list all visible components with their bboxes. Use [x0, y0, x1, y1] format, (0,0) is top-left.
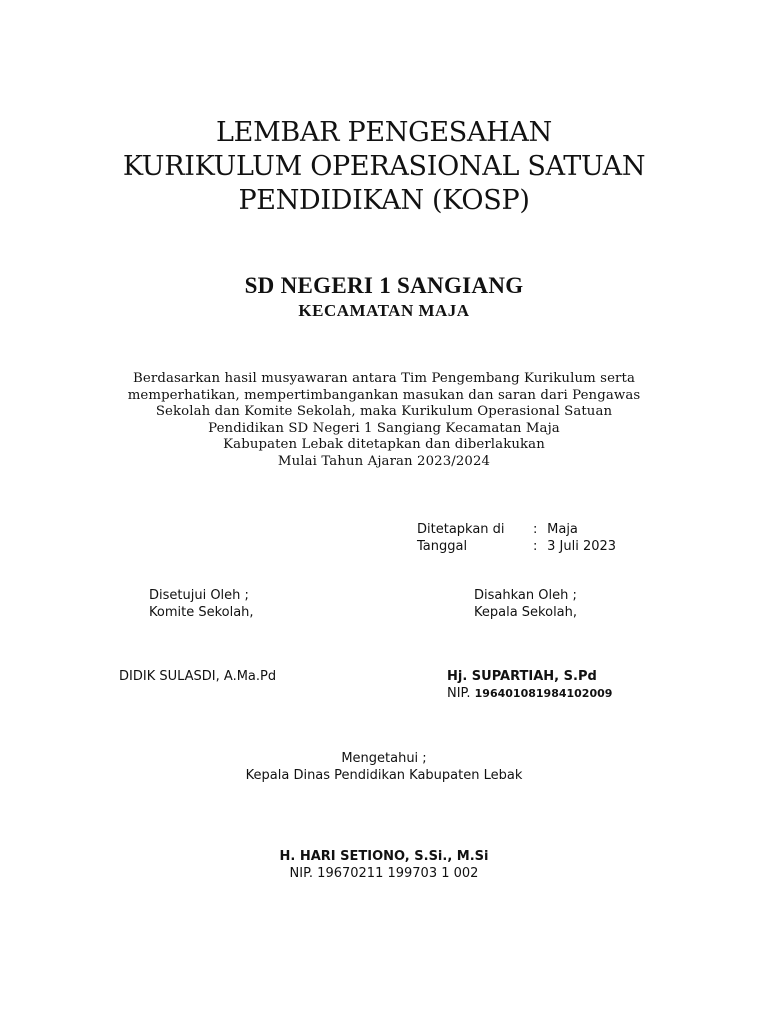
document-title	[0, 116, 768, 218]
determination-place-row	[417, 521, 578, 538]
place-value: Maja	[547, 522, 578, 537]
left-signatory-role: Komite Sekolah,	[149, 605, 254, 620]
statement-paragraph	[0, 371, 768, 470]
left-signatory-name: DIDIK SULASDI, A.Ma.Pd	[119, 669, 277, 684]
bottom-signatory-role: Kepala Dinas Pendidikan Kabupaten Lebak	[245, 768, 523, 783]
statement-line-5: Kabupaten Lebak ditetapkan dan diberlakukan	[223, 437, 545, 452]
right-signatory-name: Hj. SUPARTIAH, S.Pd	[447, 669, 597, 684]
school-name: SD NEGERI 1 SANGIANG	[244, 273, 524, 298]
date-label: Tanggal	[417, 539, 468, 554]
place-label: Ditetapkan di	[417, 522, 505, 537]
date-value: 3 Juli 2023	[547, 539, 617, 554]
place-separator: :	[533, 522, 538, 537]
right-signatory-heading: Disahkan Oleh ;	[474, 588, 577, 603]
nip-label: NIP.	[447, 686, 471, 701]
nip-value: 196401081984102009	[474, 687, 613, 700]
left-signatory-heading: Disetujui Oleh ;	[149, 588, 249, 603]
bottom-signatory-nip: NIP. 19670211 199703 1 002	[289, 866, 479, 881]
title-line-3: PENDIDIKAN (KOSP)	[238, 185, 530, 216]
right-signatory-nip	[447, 685, 612, 702]
date-separator: :	[533, 539, 538, 554]
statement-line-4: Pendidikan SD Negeri 1 Sangiang Kecamatan Maja	[208, 420, 560, 436]
bottom-signatory-heading: Mengetahui ;	[341, 751, 427, 766]
bottom-signatory-name: H. HARI SETIONO, S.Si., M.Si	[279, 849, 489, 864]
statement-line-1: Berdasarkan hasil musyawaran antara Tim Pengembang Kurikulum serta	[133, 371, 635, 386]
determination-date-row	[417, 538, 616, 555]
title-line-2: KURIKULUM OPERASIONAL SATUAN	[122, 151, 646, 182]
statement-line-6: Mulai Tahun Ajaran 2023/2024	[277, 453, 491, 469]
title-line-1: LEMBAR PENGESAHAN	[216, 117, 552, 148]
right-signatory-role: Kepala Sekolah,	[474, 605, 578, 620]
statement-line-3: Sekolah dan Komite Sekolah, maka Kurikulum Operasional Satuan	[155, 404, 613, 419]
school-district: KECAMATAN MAJA	[298, 301, 470, 320]
statement-line-2: memperhatikan, mempertimbangankan masukan dan saran dari Pengawas	[127, 387, 641, 403]
